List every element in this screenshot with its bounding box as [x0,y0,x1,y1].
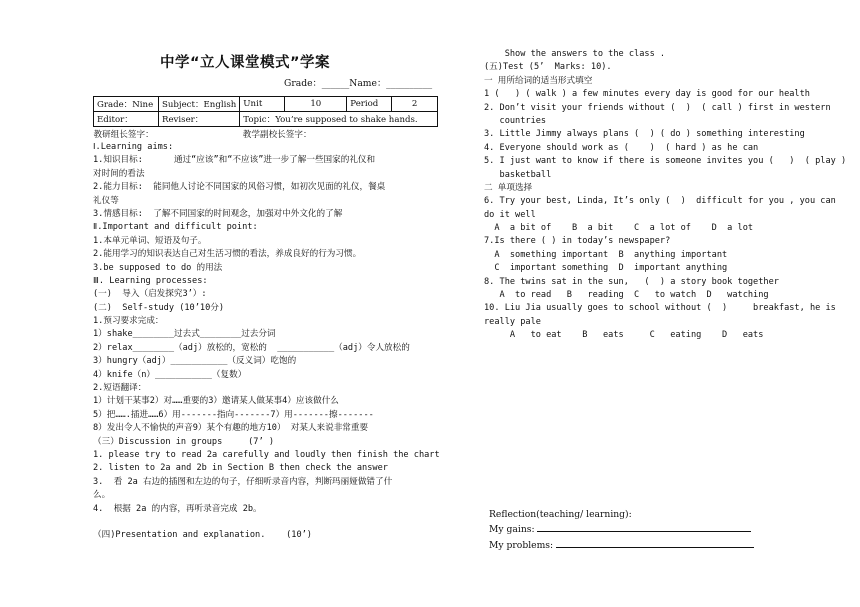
editor-cell: Editor： [94,112,159,127]
right-column-line: 7.Is there ( ) in today’s newspaper? [484,236,671,247]
left-column [93,141,445,543]
left-column-line: 4. 根据 2a 的内容，再听录音完成 2b。 [93,503,262,514]
problems-blank [556,537,754,548]
left-column-line: 3.情感目标: 了解不同国家的时间观念，加强对中外文化的了解 [93,208,343,219]
right-column-line: 2. Don’t visit your friends without ( ) ( call ) first in western [484,102,831,113]
right-column-line: 8. The twins sat in the sun, ( ) a story book together [484,276,779,287]
left-column-line: 3. 看 2a 右边的插图和左边的句子，仔细听录音内容，判断玛丽娅做错了什 [93,476,393,487]
left-column-line: 5）把…….插进……6）用-------指向-------7）用-------擦------- [93,409,374,420]
right-column-line: really pale [484,316,541,327]
topic-cell: Topic：You’re supposed to shake hands. [240,112,438,127]
gains-line [489,521,754,536]
left-column-line: 1.知识目标: 通过“应该”和“不应该”进一步了解一些国家的礼仪和 [93,155,376,166]
left-column-line: 1. please try to read 2a carefully and loudly then finish the chart [93,449,440,460]
period-label-cell: Period [347,97,392,112]
unit-value-cell: 10 [285,97,347,112]
right-column [484,48,847,343]
right-column-line: 1 ( ) ( walk ) a few minutes every day is good for our health [484,89,810,100]
info-row-2 [94,112,438,127]
subject-cell: Subject：English [159,97,240,112]
left-column-line: Ⅲ. Learning processes: [93,275,208,286]
info-row-1 [94,97,438,112]
left-column-line: Ⅱ.Important and difficult point: [93,222,258,233]
grade-cell: Grade：Nine [94,97,159,112]
left-column-line: 么。 [93,490,111,501]
period-value-cell: 2 [392,97,438,112]
left-column-line: 1.预习要求完成： [93,316,164,327]
info-row-3 [94,127,438,142]
right-column-line: basketball [484,169,552,180]
gains-blank [537,521,751,532]
left-column-line: Ⅰ.Learning aims: [93,142,174,152]
left-column-line: (一) 导入（启发探究3’）: [93,289,207,300]
gains-label: My gains: [489,524,535,536]
reviser-cell: Reviser： [159,112,240,127]
right-column-line: 6. Try your best, Linda, It’s only ( ) difficult for you , you can [484,196,836,207]
right-column-line: A something important B anything important [484,249,728,260]
left-column-line: （四)Presentation and explanation. (10’) [93,530,312,541]
right-column-line: countries [484,115,547,126]
left-column-line: 1）计划干某事2）对……重要的3）邀请某人做某事4）应该做什么 [93,396,339,407]
right-column-line: A a bit of B a bit C a lot of D a lot [484,223,754,234]
left-column-line: 3）hungry（adj）___________（反义词）吃饱的 [93,356,297,367]
reflection-block [489,508,754,552]
left-column-line: 2）relax________（adj）放松的，宽松的 ___________（adj）令人放松的 [93,342,410,353]
right-column-line: 4. Everyone should work as ( ) ( hard ) as he can [484,142,759,153]
left-column-line: 2.能用学习的知识表达自己对生活习惯的看法，养成良好的行为习惯。 [93,249,362,260]
right-column-line: 3. Little Jimmy always plans ( ) ( do ) something interesting [484,129,805,140]
right-column-line: A to eat B eats C eating D eats [484,330,764,341]
left-column-line: 对时间的看法 [93,168,145,179]
left-column-line: 2. listen to 2a and 2b in Section B then check the answer [93,463,388,474]
right-column-line: C important something D important anything [484,263,728,274]
left-column-line: 1.本单元单词、短语及句子。 [93,235,207,246]
right-column-line: 10. Liu Jia usually goes to school without ( ) breakfast, he is [484,303,836,314]
grade-name-line: Grade：______Name：__________ [284,78,433,89]
group-leader-sign-cell: 教研组长签字： [93,130,154,140]
left-column-line: (二) Self-study (10’10分) [93,302,225,313]
right-column-line: do it well [484,209,536,220]
vice-principal-sign-cell: 教学副校长签字： [242,130,312,140]
left-column-line: 1）shake________过去式________过去分词 [93,329,276,340]
problems-line [489,537,754,552]
page-title: 中学“立人课堂模式”学案 [160,55,331,71]
left-column-line: 礼仪等 [93,195,119,206]
left-column-line: 3.be supposed to do 的用法 [93,262,223,273]
right-column-line: 二 单项选择 [484,182,533,193]
reflection-title: Reflection(teaching/ learning): [489,509,632,520]
right-column-line: 一 用所给词的适当形式填空 [484,75,593,86]
left-column-line: 4）knife（n）___________（复数） [93,369,247,380]
info-table [93,96,438,141]
unit-label-cell: Unit [240,97,285,112]
left-column-line [93,516,445,529]
left-column-line: 2.能力目标: 能同他人讨论不同国家的风俗习惯，如初次见面的礼仪，餐桌 [93,182,386,193]
problems-label: My problems: [489,539,554,551]
right-column-line: 5. I just want to know if there is someone invites you ( ) ( play ) [484,156,847,167]
right-column-line: A to read B reading C to watch D watching [484,290,769,301]
right-column-line: (五)Test (5’ Marks: 10). [484,62,612,73]
left-column-line: （三）Discussion in groups (7’ ) [93,436,274,447]
right-column-line: Show the answers to the class . [484,49,666,59]
left-column-line: 2.短语翻译： [93,383,147,394]
left-column-line: 8）发出令人不愉快的声音9）某个有趣的地方10） 对某人来说非常重要 [93,423,369,434]
